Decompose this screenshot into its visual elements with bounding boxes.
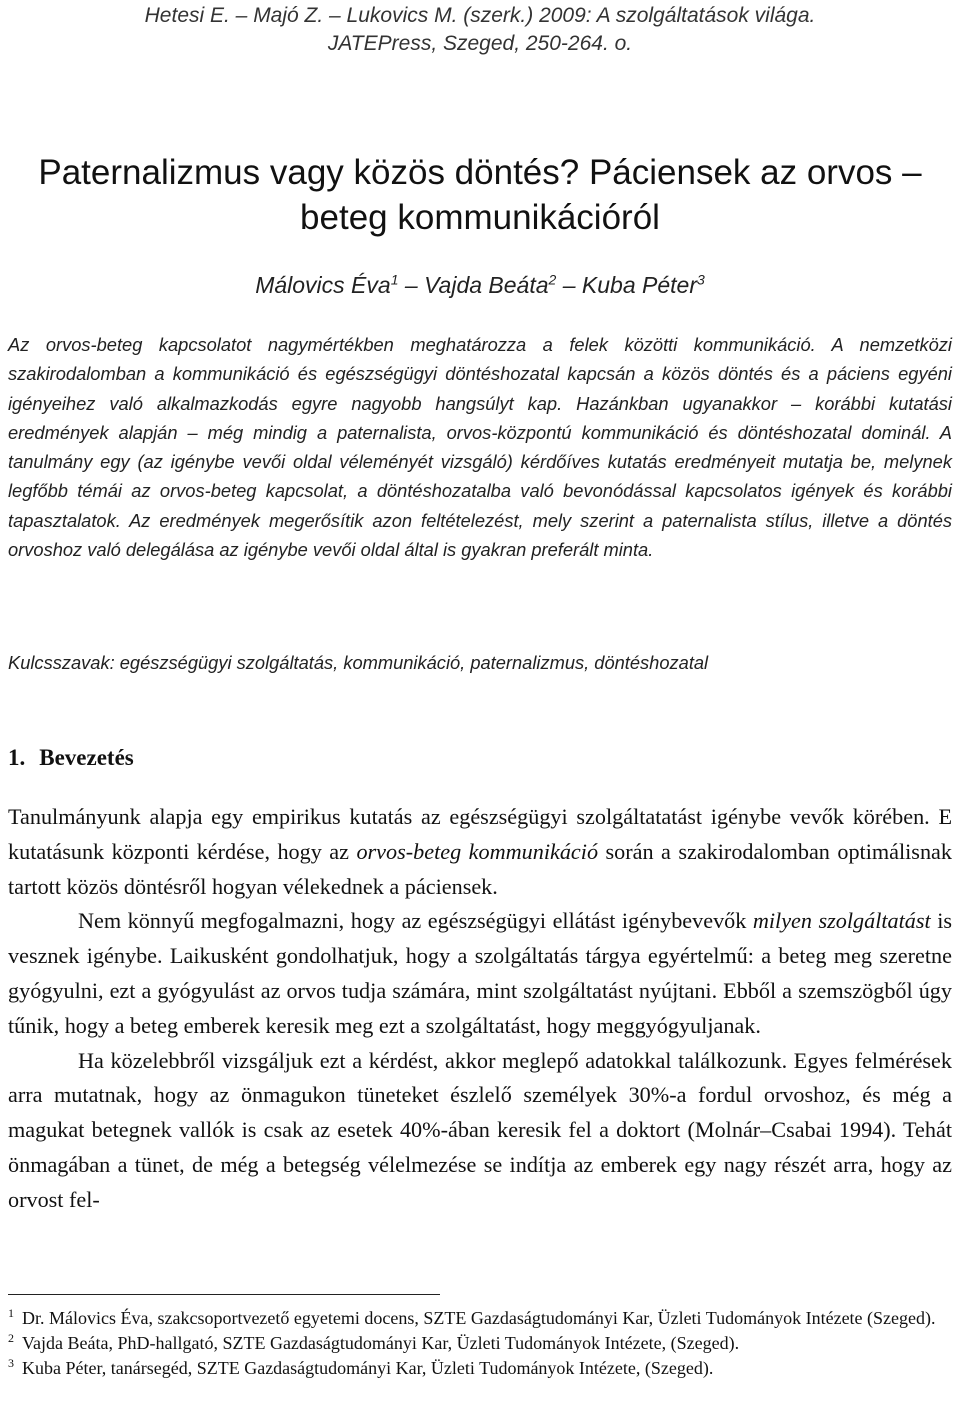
author-name: Málovics Éva (255, 272, 391, 298)
title-line-1: Paternalizmus vagy közös döntés? Páciensek az orvos – (38, 153, 922, 192)
abstract: Az orvos-beteg kapcsolatot nagymértékben meghatározza a felek közötti kommunikáció. A nemzetközi szakirodalomban a kommunikáció és egészségügyi döntéshozatal kapcsán a közös döntés és a páciens egyéni igényeihez való alkalmazkodás egyre nagyobb hangsúlyt kap. Hazánkban ugyanakkor – korábbi kutatási eredmények alapján – még mindig a paternalista, orvos-központú kommunikáció és döntéshozatal dominál. A tanulmány egy (az igénybe vevői oldal véleményét vizsgáló) kérdőíves kutatás eredményeit mutatja be, melynek legfőbb témái az orvos-beteg kapcsolat, a döntéshozatalba való bevonódással kapcsolatos igények és korábbi tapasztalatok. Az eredmények megerősítik azon feltételezést, mely szerint a paternalista stílus, illetve a döntés orvoshoz való delegálása az igénybe vevői oldal által is gyakran preferált minta. (8, 334, 952, 561)
paragraph (8, 800, 952, 904)
author-separator: – (404, 272, 418, 298)
footnote-mark: 3 (697, 271, 705, 288)
section-title: Bevezetés (39, 745, 134, 770)
footnote-separator (8, 1294, 440, 1295)
text-run: is vesznek igénybe. Laikusként gondolhatjuk, hogy a szolgáltatás tárgya egyértelmű: a beteg meg szeretne gyógyulni, ezt a gyógyulást az orvos tudja számára, mint szolgáltatást nyújtani. Ebből a szemszögből úgy tűnik, hogy a beteg emberek keresik meg ezt a szolgáltatást, hogy meggyógyuljanak. (8, 908, 952, 1038)
footnote-text: Vajda Beáta, PhD-hallgató, SZTE Gazdaságtudományi Kar, Üzleti Tudományok Intézete, (Szeged). (22, 1333, 740, 1353)
text-run: során a szakirodalomban optimálisnak tartott közös döntésről hogyan vélekednek a páciensek. (8, 838, 952, 899)
author-list (0, 270, 960, 300)
footnote-mark: 1 (390, 271, 399, 288)
footnote-number: 1 (8, 1306, 14, 1320)
citation-header (0, 2, 960, 58)
emphasis: orvos-beteg kommunikáció (356, 838, 599, 864)
footnote-number: 3 (8, 1356, 14, 1370)
keywords: Kulcsszavak: egészségügyi szolgáltatás, kommunikáció, paternalizmus, döntéshozatal (8, 652, 709, 673)
text-run: Tanulmányunk alapja egy empirikus kutatás az egészségügyi szolgáltatatást igénybe vevők körében. E kutatásunk központi kérdése, hogy az (8, 804, 952, 864)
text-run: Nem könnyű megfogalmazni, hogy az egészségügyi ellátást igénybevevők (78, 908, 753, 934)
footnote (8, 1331, 952, 1356)
footnotes (8, 1306, 952, 1381)
author-name: Kuba Péter (581, 272, 697, 298)
citation-line-2: JATEPress, Szeged, 250-264. o. (327, 32, 633, 55)
author-name: Vajda Beáta (424, 272, 549, 298)
footnote-text: Kuba Péter, tanársegéd, SZTE Gazdaságtudományi Kar, Üzleti Tudományok Intézete, (Szeged). (22, 1358, 714, 1378)
footnote (8, 1356, 952, 1381)
footnote-mark: 2 (548, 271, 557, 288)
section-number: 1. (8, 745, 26, 770)
paragraph: Ha közelebbről vizsgáljuk ezt a kérdést, akkor meglepő adatokkal találkozunk. Egyes felmérések arra mutatnak, hogy az önmagukon tüneteket észlelő személyek 30%-a fordul orvoshoz, és még a magukat betegnek vallók is csak az esetek 40%-ában keresik fel a doktort (Molnár–Csabai 1994). Tehát önmagában a tünet, de még a betegség vélelmezése se indítja az emberek egy nagy részét arra, hogy az orvost fel- (8, 1047, 952, 1212)
emphasis: milyen szolgáltatást (752, 908, 931, 934)
section-heading (8, 742, 134, 774)
paragraph (8, 904, 952, 1043)
citation-line-1: Hetesi E. – Majó Z. – Lukovics M. (szerk.) 2009: A szolgáltatások világa. (144, 4, 816, 27)
body-text (8, 800, 952, 1218)
author-separator: – (562, 272, 576, 298)
paper-title (0, 150, 960, 240)
footnote-text: Dr. Málovics Éva, szakcsoportvezető egyetemi docens, SZTE Gazdaságtudományi Kar, Üzleti Tudományok Intézete (Szeged). (22, 1308, 936, 1328)
footnote (8, 1306, 952, 1331)
title-line-2: beteg kommunikációról (300, 198, 660, 237)
footnote-number: 2 (8, 1331, 14, 1345)
